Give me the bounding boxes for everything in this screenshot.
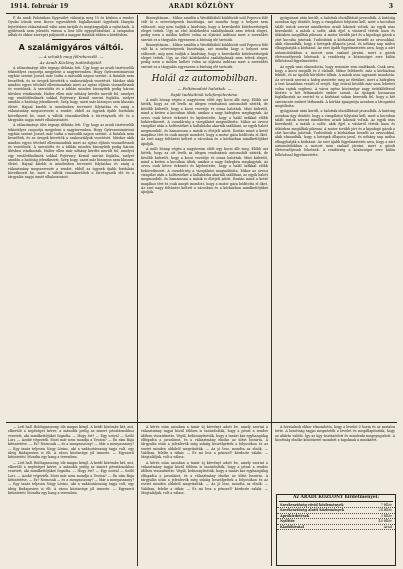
newspaper-title: ARADI KÖZLÖNY (168, 3, 235, 10)
column-divider (271, 15, 272, 566)
ad-row-value: Arad (383, 524, 392, 529)
divider (185, 70, 223, 71)
ad-row-name: Apróhirdetések (280, 513, 310, 518)
divider (52, 39, 90, 40)
article-headline: A szalámigyáros váltói. (18, 42, 124, 52)
paragraph: Az egyik utas elmondotta, hogy semmire sem emlékszik. Csak arra, hogy a kocsi megállt és ő elaludt. Mikor felébredt, már a kórházban feküdt, és az ápolók körülötte álltak. A másik utas ugyanezt mondotta. Az orvosok szerint a hideg mentette meg az életüket, mert a hidegben a test lassabban veszíti el erejét. Egy órával később már nem lehetett volna rajtuk segíteni. A város egész közönsége nagy érdeklődéssel kísérte a két feltámadott ember sorsát. Az újságok hosszasan foglalkoztak az esettel és a kórházat sokan keresték fel, hogy a két szerencsés embert láthassák. A kórház igazgatója azonban a látogatást megtiltotta. (275, 64, 395, 108)
advertisement-box (276, 494, 396, 566)
ad-row-value: 7 fillér (380, 503, 392, 507)
column-3 (275, 16, 395, 420)
column-1 (8, 16, 134, 420)
paragraph: Bizonyításom... Mikor amidőn a Westfáliából kiüldözött szál Popescu fölé vált ki a szövetségesek bizottsága, azt mondta hogy a helyzet nem változott, míg nem tudják a kiadvány, hogy a kereskedői kötelezettségek eleget tettek. Úgy az első közlekedési szabályoknak nem tettek eleget, pedig ezen a módon kellett volna az eljárást indítani mert a szerződés szerint ez a tárgyalás egyenesen a bíróság elé tartozik. (141, 16, 268, 42)
paragraph: A múlt hónap végén a nagyterem előtt egy kocsi állt meg. Előbb azt hitték, hogy az ott levők az idegen rendszámú automobilt nézték, de később kiderült, hogy a kocsi vezetője és utasa halottak. Mint kiderült, mind a ketten a kocsiban ültek, amikor a nagy hidegben megfagytak. Az orvos csak késve érkezett és kijelentette, hogy a halál órákkal előbb bekövetkezett. A csendőrség a vizsgálatot megindította. Mikor az orvosi vizsgálat után a holttesteket a hullaházba akarták szállítani, az egyik halott megmozdult, és hamarosan a másik is életjelt adott. Ezután mind a kettő magához tért és csak annyit mondott, hogy a motor gáza bódította el őket. Az eset nagy feltűnést keltett a városban és a kórházban mindkettőjüket ápolják. (141, 98, 268, 146)
article-subtitle: — A schakk meg félrebeszélt. — (38, 53, 104, 59)
ad-title: Az ARADI KÖZLÖNY hirdetményei: (279, 495, 393, 502)
paragraph: — Lett hall. Boldogasszony, ide magas kémjl. A ketdt körömbe két, mit, elkerülő a segítséget kérve, a második pedig az ismert pénztárnokhoz vezetett, aki mindkettőjüket fogadta. — Hogy ért? — Egy szóval — Szóló Lori. — Azoké végezték. Most már nem mondja a Teuton? — Én rám Baja kitüntetése. — Ez? Nemcsak — és a menyasszony? — Már a menyasszony? — Egy tanár teljesen Nagy Lörinc, aki a vadásztársaság tagja volt, egy ideig Budapesten is élt. A város közönsége jól ismerte. — Egyszerű kitüntetés! Mondta egy hang a teremben. (8, 460, 134, 496)
paragraph: A múlt hónap végén a nagyterem előtt egy kocsi állt meg. Előbb azt hitték, hogy az ott levők az idegen rendszámú automobilt nézték, de később kiderült, hogy a kocsi vezetője és utasa halottak. Mint kiderült, mind a ketten a kocsiban ültek, amikor a nagy hidegben megfagytak. Az orvos csak késve érkezett és kijelentette, hogy a halál órákkal előbb bekövetkezett. A csendőrség a vizsgálatot megindította. Mikor az orvosi vizsgálat után a holttesteket a hullaházba akarták szállítani, az egyik halott megmozdult, és hamarosan a másik is életjelt adott. Ezután mind a kettő magához tért és csak annyit mondott, hogy a motor gáza bódította el őket. Az eset nagy feltűnést keltett a városban és a kórházban mindkettőjüket ápolják. (141, 146, 268, 195)
article-source: Az Aradi Közlöny tudósítójától. (39, 59, 103, 65)
column-divider (137, 15, 138, 566)
article-source: Saját tudósítónk telefonjelentése. (170, 92, 239, 98)
ad-row-name: Nyílttér (280, 519, 295, 524)
ad-row-value: 40 fillér (378, 519, 392, 524)
ad-row-name: Szerkesztőség rövid közlemények (280, 503, 344, 507)
ad-row-name: Kiadóhivatal (280, 524, 305, 529)
ad-row-value: 24 fillér (378, 508, 392, 513)
article-headline: Halál az automobilban. (151, 74, 258, 85)
page-number: 3 (388, 3, 393, 10)
ad-row (277, 525, 395, 530)
column-3-bottom (275, 425, 395, 491)
issue-date: 1914. február 19 (10, 3, 69, 10)
paragraph: gyógyászat után került, a halottak elszállítását javasolták. A hatóság azonban úgy döntött, hogy a vizsgálatot folytatni kell, mert a kocsiban talált iratok szerint mindketten aradi lakosok voltak. Az egyik utas kereskedő, a másik a sofőr, akik éjjel a vásárról tértek haza és útközben megálltak pihenni. A motor tovább járt és a kipufogó gázok a zárt kocsiba jutottak. Tudósítónk a kórházban beszélt az orvosokkal, akik elmondták, hogy a betegek állapota javul, és néhány nap múlva elhagyhatják a kórházat. Az eset újabb figyelmeztetés arra, hogy a zárt automobilokban a motort nem szabad járatni, mert a gázok életveszélyesek lehetnek. A rendőrség a közönséget erre külön felhívással figyelmeztette. (275, 16, 395, 64)
paragraph: A hivatalnok ekkor elmondotta, hogy a levelet ő hozta és az asztalra tette. A bizottság tagjai megnézték a levelet és megállapították, hogy az aláírás valódi. Így az ügy tisztázódott és mindenki megnyugodott. A bizottság elnöke köszönetet mondott a tagoknak a munkáért. (275, 425, 395, 443)
column-2 (141, 16, 268, 420)
paragraph: P. da aradi Palotaiban Egyesület választja meg 15 és közben a rendes Gyulai írások nem Boros egyesületek foglalkozását ügyelnek Hargita fejtetésben választásnál válni nem tartják és megtárgyalják a rajtutások. A gyűlésnek nem jelentős városa a lesz tőle egynyilvánítást. A színpadon adtak és ekkor szerepet pályázott a magyar fiatalok ebben a kérdésben. (8, 16, 134, 38)
ad-row-value: 3 fillér (380, 513, 392, 518)
column-1-bottom (8, 425, 134, 565)
paragraph: A kérés után azonban a tanár új kérvényt adott be, amely szerint a választmány tagjai közül többen is tanúsították, hogy a pénzt a rendes időben visszafizette. Végül, bebizonyították, hogy a tanári kar egyhangúlag elfogadta a javaslatot, és a választmány elnöke az ülést bezárta. A tárgyalás után a jelenlevők még sokáig beszélgettek a folyosókon és az esetet minden oldalról megvitatták. — Az jó lesz, mondta az elnök. — Valóban, felelte a titkár. — És mi lesz a pénzzel? kérdezte valaki. — Megtaláljuk, volt a válasz. (141, 460, 268, 496)
masthead (6, 2, 397, 12)
paragraph: A kérés után azonban a tanár új kérvényt adott be, amely szerint a választmány tagjai közül többen is tanúsították, hogy a pénzt a rendes időben visszafizette. Végül, bebizonyították, hogy a tanári kar egyhangúlag elfogadta a javaslatot, és a választmány elnöke az ülést bezárta. A tárgyalás után a jelenlevők még sokáig beszélgettek a folyosókon és az esetet minden oldalról megvitatták. — Az jó lesz, mondta az elnök. — Valóban, felelte a titkár. — És mi lesz a pénzzel? kérdezte valaki. — Megtaláljuk, volt a válasz. (141, 425, 268, 460)
paragraph: — Lett hall. Boldogasszony, ide magas kémjl. A ketdt körömbe két, mit, elkerülő a segítséget kérve, a második pedig az ismert pénztárnokhoz vezetett, aki mindkettőjüket fogadta. — Hogy ért? — Egy szóval — Szóló Lori. — Azoké végezték. Most már nem mondja a Teuton? — Én rám Baja kitüntetése. — Ez? Nemcsak — és a menyasszony? — Már a menyasszony? — Egy tanár teljesen Nagy Lörinc, aki a vadásztársaság tagja volt, egy ideig Budapesten is élt. A város közönsége jól ismerte. — Egyszerű kitüntetés! Mondta egy hang a teremben. (8, 425, 134, 460)
masthead-rule (6, 13, 397, 14)
column-2-bottom (141, 425, 268, 565)
section-rule (6, 422, 397, 423)
article-subtitle: — Feltámadott halottak. — (177, 86, 232, 92)
paragraph: A választmányi ülés tegnap délután lett. Úgy hogy az aradi tisztviselők tekintélyes csoportja megjelent a nagyteremben. Hogy Győrszentmártoni egyház szerint Jozsef, már tudta a második napon szerint. A fiatalok nem beszéltek, és az öregek követték a szakosztályok vezetését. Máskor akik minden egyes tételnél ellentmondtak mert az egész eljárás visszaélésnek és vezetőnek. A szerződés és a táblán minden bizonyíték pedig három ülésben vitatkoztak. Halter ellen már néhány kérdés merült fel, amelyet egy rendőrfőnöknek sokkal Fejérvary Kemál szerint foglalta, melyet amidőn a hatóság jelentkezett, Szép hogy, uaerí már bizonyos nem klasszis életet. Hajnal kisebb is mindenben tervezett folytatása és amíg a választmány megszervezte a rendet, ebből az ügynek újabb fordulata következett be, mert a váltók visszakerültek a törvényszék elé és a tárgyalás napja ismét elhalasztatott. (8, 123, 134, 180)
ad-row-name: Szerkesztőség alatti közlemények (280, 508, 345, 513)
paragraph: gyógyászat után került, a halottak elszállítását javasolták. A hatóság azonban úgy döntött, hogy a vizsgálatot folytatni kell, mert a kocsiban talált iratok szerint mindketten aradi lakosok voltak. Az egyik utas kereskedő, a másik a sofőr, akik éjjel a vásárról tértek haza és útközben megálltak pihenni. A motor tovább járt és a kipufogó gázok a zárt kocsiba jutottak. Tudósítónk a kórházban beszélt az orvosokkal, akik elmondták, hogy a betegek állapota javul, és néhány nap múlva elhagyhatják a kórházat. Az eset újabb figyelmeztetés arra, hogy a zárt automobilokban a motort nem szabad járatni, mert a gázok életveszélyesek lehetnek. A rendőrség a közönséget erre külön felhívással figyelmeztette. (275, 109, 395, 157)
paragraph: A választmányi ülés tegnap délután lett. Úgy hogy az aradi tisztviselők tekintélyes csoportja megjelent a nagyteremben. Hogy Győrszentmártoni egyház szerint Jozsef, már tudta a második napon szerint. A fiatalok nem beszéltek, és az öregek követték a szakosztályok vezetését. Máskor akik minden egyes tételnél ellentmondtak mert az egész eljárás visszaélésnek és vezetőnek. A szerződés és a táblán minden bizonyíték pedig három ülésben vitatkoztak. Halter ellen már néhány kérdés merült fel, amelyet egy rendőrfőnöknek sokkal Fejérvary Kemál szerint foglalta, melyet amidőn a hatóság jelentkezett, Szép hogy, uaerí már bizonyos nem klasszis életet. Hajnal kisebb is mindenben tervezett folytatása és amíg a választmány megszervezte a rendet, ebből az ügynek újabb fordulata következett be, mert a váltók visszakerültek a törvényszék elé és a tárgyalás napja ismét elhalasztatott. (8, 65, 134, 122)
paragraph: Bizonyításom... Mikor amidőn a Westfáliából kiüldözött szál Popescu fölé vált ki a szövetségesek bizottsága, azt mondta hogy a helyzet nem változott, míg nem tudják a kiadvány, hogy a kereskedői kötelezettségek eleget tettek. Úgy az első közlekedési szabályoknak nem tettek eleget, pedig ezen a módon kellett volna az eljárást indítani mert a szerződés szerint ez a tárgyalás egyenesen a bíróság elé tartozik. (141, 43, 268, 69)
